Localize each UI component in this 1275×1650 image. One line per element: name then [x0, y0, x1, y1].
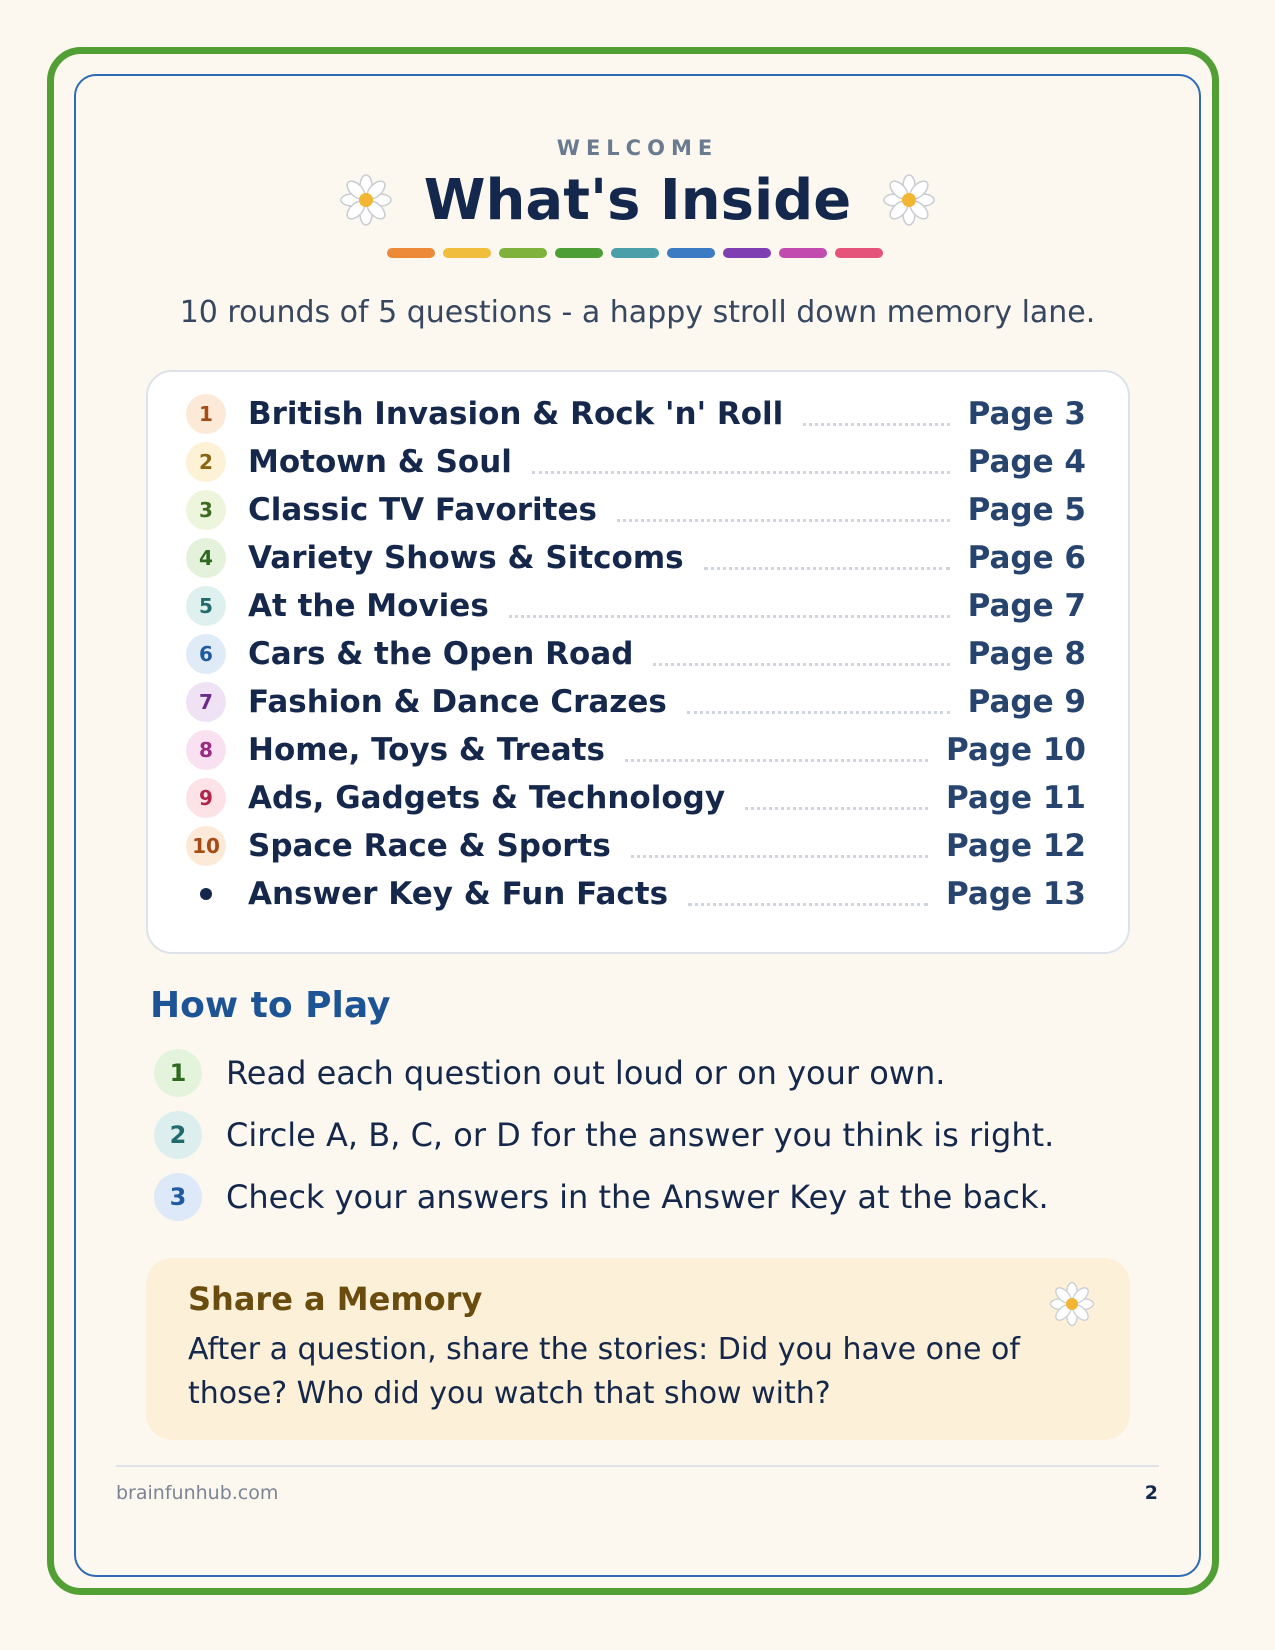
toc-row[interactable] [186, 536, 1086, 580]
dotted-leader [745, 807, 928, 810]
rainbow-segment [443, 248, 491, 258]
toc-number-badge: 2 [186, 442, 226, 482]
table-of-contents [146, 370, 1130, 954]
dotted-leader [688, 903, 928, 906]
toc-page-number: Page 6 [967, 540, 1086, 576]
toc-page-number: Page 9 [967, 684, 1086, 720]
rainbow-segment [387, 248, 435, 258]
bullet-icon [186, 874, 226, 914]
toc-number-badge: 1 [186, 394, 226, 434]
how-to-play-step [154, 1048, 945, 1098]
toc-row[interactable] [186, 440, 1086, 484]
toc-page-number: Page 10 [946, 732, 1086, 768]
share-memory-card [146, 1258, 1130, 1440]
toc-title: Home, Toys & Treats [248, 732, 605, 768]
toc-number-badge: 3 [186, 490, 226, 530]
toc-row[interactable] [186, 632, 1086, 676]
eyebrow-label: WELCOME [556, 136, 719, 160]
toc-page-number: Page 12 [946, 828, 1086, 864]
page-subtitle: 10 rounds of 5 questions - a happy stroll down memory lane. [179, 295, 1096, 330]
dotted-leader [653, 663, 949, 666]
share-memory-title: Share a Memory [188, 1280, 483, 1318]
rainbow-segment [835, 248, 883, 258]
dotted-leader [509, 615, 950, 618]
rainbow-segment [667, 248, 715, 258]
footer-page-number: 2 [1144, 1482, 1158, 1504]
toc-title: Motown & Soul [248, 444, 512, 480]
toc-number-badge: 6 [186, 634, 226, 674]
toc-title: Cars & the Open Road [248, 636, 634, 672]
toc-page-number: Page 11 [946, 780, 1086, 816]
share-memory-text: After a question, share the stories: Did you have one of those? Who did you watch that show with? [188, 1332, 1020, 1411]
toc-title: Variety Shows & Sitcoms [248, 540, 684, 576]
step-number-badge: 2 [154, 1111, 202, 1159]
toc-title: British Invasion & Rock 'n' Roll [248, 396, 784, 432]
rainbow-divider [387, 248, 887, 258]
dotted-leader [803, 423, 949, 426]
dotted-leader [687, 711, 950, 714]
toc-number-badge: 9 [186, 778, 226, 818]
rainbow-segment [723, 248, 771, 258]
toc-row[interactable] [186, 680, 1086, 724]
daisy-icon [1048, 1280, 1096, 1328]
how-to-play-step [154, 1172, 1049, 1222]
step-text: Circle A, B, C, or D for the answer you think is right. [226, 1116, 1055, 1154]
rainbow-segment [499, 248, 547, 258]
how-to-play-step [154, 1110, 1054, 1160]
dotted-leader [625, 759, 928, 762]
step-text: Read each question out loud or on your own. [226, 1054, 946, 1092]
step-number-badge: 3 [154, 1173, 202, 1221]
toc-title: Ads, Gadgets & Technology [248, 780, 726, 816]
toc-row[interactable] [186, 872, 1086, 916]
dotted-leader [631, 855, 928, 858]
toc-row[interactable] [186, 776, 1086, 820]
toc-title: Classic TV Favorites [248, 492, 597, 528]
page-title: What's Inside [423, 167, 852, 233]
toc-row[interactable] [186, 584, 1086, 628]
dotted-leader [617, 519, 950, 522]
toc-page-number: Page 4 [967, 444, 1086, 480]
toc-number-badge: 10 [186, 826, 226, 866]
daisy-icon [881, 172, 937, 228]
daisy-icon [338, 172, 394, 228]
step-text: Check your answers in the Answer Key at the back. [226, 1178, 1049, 1216]
how-to-play-heading: How to Play [150, 985, 391, 1026]
toc-number-badge: 8 [186, 730, 226, 770]
toc-number-badge: 7 [186, 682, 226, 722]
title-row [0, 160, 1275, 240]
toc-page-number: Page 8 [967, 636, 1086, 672]
dotted-leader [704, 567, 950, 570]
toc-row[interactable] [186, 392, 1086, 436]
rainbow-segment [555, 248, 603, 258]
step-number-badge: 1 [154, 1049, 202, 1097]
toc-row[interactable] [186, 728, 1086, 772]
toc-page-number: Page 3 [967, 396, 1086, 432]
rainbow-segment [611, 248, 659, 258]
toc-page-number: Page 5 [967, 492, 1086, 528]
toc-page-number: Page 13 [946, 876, 1086, 912]
toc-number-badge: 4 [186, 538, 226, 578]
dotted-leader [532, 471, 950, 474]
toc-number-badge: 5 [186, 586, 226, 626]
toc-page-number: Page 7 [967, 588, 1086, 624]
toc-row[interactable] [186, 824, 1086, 868]
footer-divider [116, 1465, 1159, 1467]
toc-title: At the Movies [248, 588, 489, 624]
toc-row[interactable] [186, 488, 1086, 532]
toc-title: Answer Key & Fun Facts [248, 876, 669, 912]
rainbow-segment [779, 248, 827, 258]
footer-site: brainfunhub.com [116, 1482, 279, 1504]
toc-title: Space Race & Sports [248, 828, 611, 864]
toc-title: Fashion & Dance Crazes [248, 684, 667, 720]
